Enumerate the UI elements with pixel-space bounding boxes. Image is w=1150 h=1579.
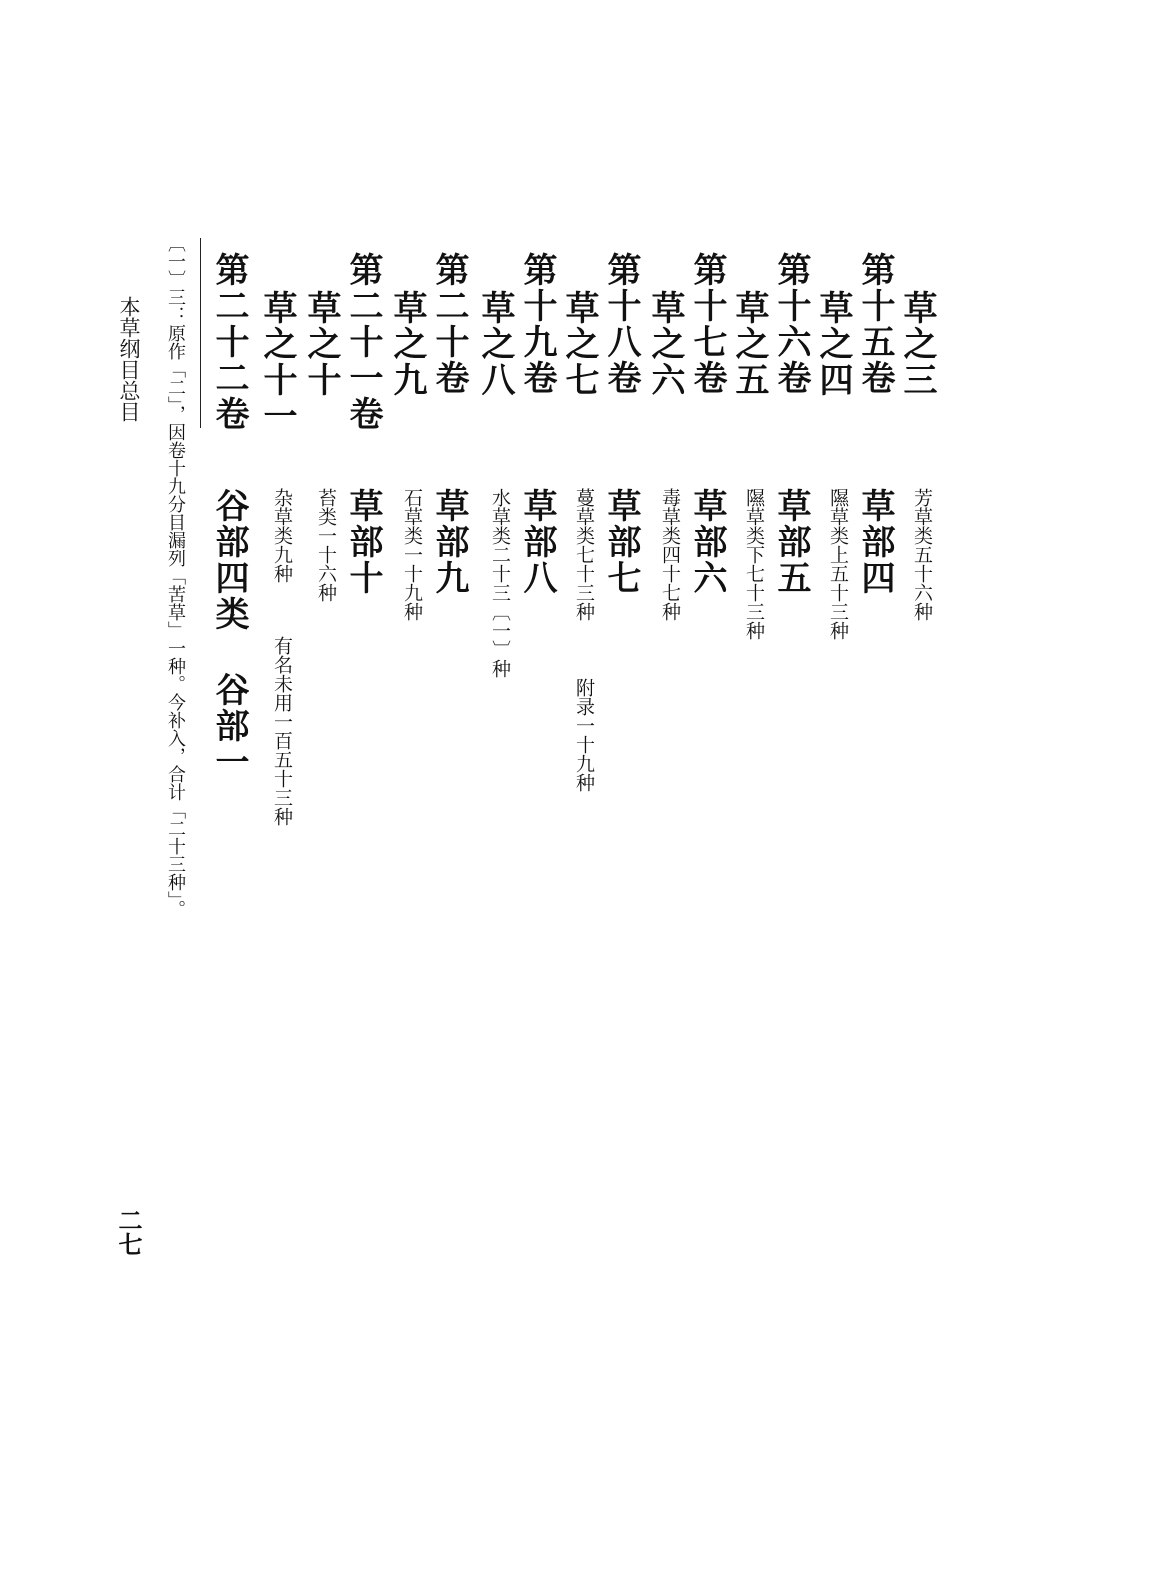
col-5-top: 草之五 [729, 290, 769, 398]
col-9-bottom: 蔓草类七十三种 [573, 488, 595, 621]
col-1-bottom: 芳草类五十六种 [911, 488, 933, 621]
footnote-rule [200, 238, 201, 428]
footnote: 〔一〕三：原作「二」，因卷十九分目漏列「苦草」一种。今补入，合计「二十三种」。 [165, 234, 186, 918]
running-header: 本草纲目总目 [117, 296, 141, 422]
col-13-bottom: 石草类一十九种 [401, 488, 423, 621]
col-6-bottom: 草部六 [687, 488, 727, 596]
col-15-top: 草之十 [301, 290, 341, 398]
col-2-bottom: 草部四 [855, 488, 895, 596]
col-1-top: 草之三 [897, 290, 937, 398]
col-9-top: 草之七 [559, 290, 599, 398]
col-17-bottom: 谷部四类 [209, 488, 249, 632]
col-8-bottom: 草部七 [601, 488, 641, 596]
col-17-extra: 谷部一 [209, 672, 249, 780]
col-3-top: 草之四 [813, 290, 853, 398]
col-2-top: 第十五卷 [855, 252, 895, 396]
col-14-bottom: 草部十 [343, 488, 383, 596]
col-4-bottom: 草部五 [771, 488, 811, 596]
col-4-top: 第十六卷 [771, 252, 811, 396]
col-16-bottom: 杂草类九种 [271, 488, 293, 583]
col-15-bottom: 苔类一十六种 [315, 488, 337, 602]
col-5-bottom: 隰草类下七十三种 [743, 488, 765, 640]
col-17-top: 第二十二卷 [209, 252, 249, 432]
col-3-bottom: 隰草类上五十三种 [827, 488, 849, 640]
col-7-top: 草之六 [645, 290, 685, 398]
col-9-appendix: 附录一十九种 [573, 678, 595, 792]
col-12-top: 第二十卷 [429, 252, 469, 396]
col-11-bottom: 水草类二十三〔一〕种 [489, 488, 511, 678]
page-number: 二七 [114, 1208, 143, 1256]
col-13-top: 草之九 [387, 290, 427, 398]
col-8-top: 第十八卷 [601, 252, 641, 396]
col-16-appendix: 有名未用一百五十三种 [271, 636, 293, 826]
col-14-top: 第二十一卷 [343, 252, 383, 432]
col-6-top: 第十七卷 [687, 252, 727, 396]
col-11-top: 草之八 [475, 290, 515, 398]
col-10-bottom: 草部八 [517, 488, 557, 596]
col-12-bottom: 草部九 [429, 488, 469, 596]
col-10-top: 第十九卷 [517, 252, 557, 396]
col-16-top: 草之十一 [257, 290, 297, 434]
col-7-bottom: 毒草类四十七种 [659, 488, 681, 621]
